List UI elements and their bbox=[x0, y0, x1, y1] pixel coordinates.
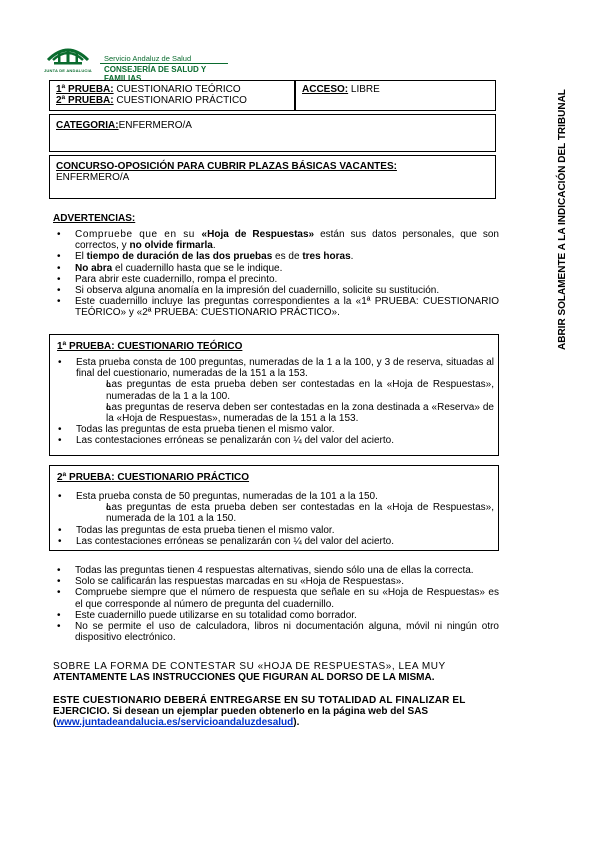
side-instruction: ABRIR SOLAMENTE A LA INDICACIÓN DEL TRIBUNAL bbox=[557, 89, 568, 350]
prueba1-title: 1ª PRUEBA: CUESTIONARIO TEÓRICO bbox=[57, 341, 243, 352]
list-item: • Para abrir este cuadernillo, rompa el precinto. bbox=[53, 274, 499, 285]
delivery-note-line3: (www.juntadeandalucia.es/servicioandaluzdesalud). bbox=[53, 717, 300, 728]
list-item: • Este cuadernillo puede utilizarse en su totalidad como borrador. bbox=[53, 610, 499, 621]
prueba2-label: 2ª PRUEBA: bbox=[56, 95, 114, 106]
categoria-value: ENFERMERO/A bbox=[118, 120, 192, 131]
list-item: • El tiempo de duración de las dos pruebas es de tres horas. bbox=[53, 251, 499, 262]
concurso-box bbox=[49, 155, 496, 199]
prueba2-value: CUESTIONARIO PRÁCTICO bbox=[113, 95, 247, 106]
list-item: • Compruebe siempre que el número de respuesta que señale en su «Hoja de Respuestas» es el que corresponde al número de pregunta del cuadernillo. bbox=[53, 587, 499, 609]
general-list bbox=[53, 565, 499, 643]
advertencias-list bbox=[53, 229, 499, 319]
list-item: • No se permite el uso de calculadora, libros ni documentación alguna, móvil ni ningún otro dispositivo electrónico. bbox=[53, 621, 499, 643]
prueba1-section bbox=[49, 334, 499, 456]
logo-service-name: Servicio Andaluz de Salud bbox=[104, 54, 192, 63]
acceso-label: ACCESO: bbox=[302, 84, 349, 95]
prueba-box bbox=[49, 80, 295, 111]
delivery-note-line2: EJERCICIO. Si desean un ejemplar pueden obtenerlo en la página web del SAS bbox=[53, 706, 429, 717]
prueba1-label: 1ª PRUEBA: bbox=[56, 84, 114, 95]
list-item: • Si observa alguna anomalía en la impresión del cuadernillo, solicite su sustitución. bbox=[53, 285, 499, 296]
list-item: • Las contestaciones erróneas se penalizarán con ¼ del valor del acierto. bbox=[54, 536, 494, 547]
list-item: • Solo se calificarán las respuestas marcadas en su «Hoja de Respuestas». bbox=[53, 576, 499, 587]
concurso-value: ENFERMERO/A bbox=[56, 172, 130, 183]
list-item: • Esta prueba consta de 100 preguntas, numeradas de la 1 a la 100, y 3 de reserva, situadas al final del cuestionario, numeradas de la 151 a la 153. o Las preguntas de esta prueba deben ser contestadas en la «Hoja de Respuestas», numeradas de la 1 a la 100. o Las preguntas de reserva deben ser contestadas en la zona destinada a «Reserva» de la «Hoja de Respuestas», numeradas de la 151 a la 153. bbox=[54, 357, 494, 424]
advertencias-title: ADVERTENCIAS: bbox=[53, 213, 136, 224]
list-item: • Este cuadernillo incluye las preguntas correspondientes a la «1ª PRUEBA: CUESTIONARIO TEÓRICO» y «2ª PRUEBA: CUESTIONARIO PRÁCTICO». bbox=[53, 296, 499, 318]
logo-consejeria: CONSEJERÍA DE SALUD Y FAMILIAS bbox=[104, 65, 207, 83]
instructions-note-line1: SOBRE LA FORMA DE CONTESTAR SU «HOJA DE RESPUESTAS», LEA MUY bbox=[53, 661, 446, 672]
list-item: • Las contestaciones erróneas se penalizarán con ¼ del valor del acierto. bbox=[54, 435, 494, 446]
instructions-note-line2: ATENTAMENTE LAS INSTRUCCIONES QUE FIGURAN AL DORSO DE LA MISMA. bbox=[53, 672, 435, 683]
prueba1-value: CUESTIONARIO TEÓRICO bbox=[113, 84, 241, 95]
list-item: • Todas las preguntas tienen 4 respuestas alternativas, siendo sólo una de ellas la correcta. bbox=[53, 565, 499, 576]
categoria-label: CATEGORIA: bbox=[56, 120, 119, 131]
delivery-note-line1: ESTE CUESTIONARIO DEBERÁ ENTREGARSE EN SU TOTALIDAD AL FINALIZAR EL bbox=[53, 695, 466, 706]
sas-logo bbox=[44, 38, 234, 83]
acceso-box bbox=[295, 80, 496, 111]
list-item: • Todas las preguntas de esta prueba tienen el mismo valor. bbox=[54, 424, 494, 435]
sub-item: o Las preguntas de esta prueba deben ser contestadas en la «Hoja de Respuestas», numeradas de la 1 a la 100. bbox=[76, 379, 494, 401]
sas-website-link[interactable]: www.juntadeandalucia.es/servicioandaluzdesalud bbox=[56, 717, 294, 728]
sub-item: o Las preguntas de reserva deben ser contestadas en la zona destinada a «Reserva» de la «Hoja de Respuestas», numeradas de la 151 a la 153. bbox=[76, 402, 494, 424]
list-item: • No abra el cuadernillo hasta que se le indique. bbox=[53, 263, 499, 274]
sub-item: o Las preguntas de esta prueba deben ser contestadas en la «Hoja de Respuestas», numerada de la 101 a la 150. bbox=[76, 502, 494, 524]
logo-caption: JUNTA DE ANDALUCIA bbox=[44, 68, 92, 73]
categoria-box bbox=[49, 114, 496, 152]
acceso-value: LIBRE bbox=[348, 84, 380, 95]
list-item: • Esta prueba consta de 50 preguntas, numeradas de la 101 a la 150. o Las preguntas de esta prueba deben ser contestadas en la «Hoja de Respuestas», numerada de la 101 a la 150. bbox=[54, 491, 494, 525]
prueba2-title: 2ª PRUEBA: CUESTIONARIO PRÁCTICO bbox=[57, 472, 250, 483]
concurso-title: CONCURSO-OPOSICIÓN PARA CUBRIR PLAZAS BÁSICAS VACANTES: bbox=[56, 161, 397, 172]
prueba2-section bbox=[49, 465, 499, 551]
list-item: • Compruebe que en su «Hoja de Respuestas» están sus datos personales, que son correctos, y no olvide firmarla. bbox=[53, 229, 499, 251]
logo-divider bbox=[100, 63, 228, 64]
list-item: • Todas las preguntas de esta prueba tienen el mismo valor. bbox=[54, 525, 494, 536]
